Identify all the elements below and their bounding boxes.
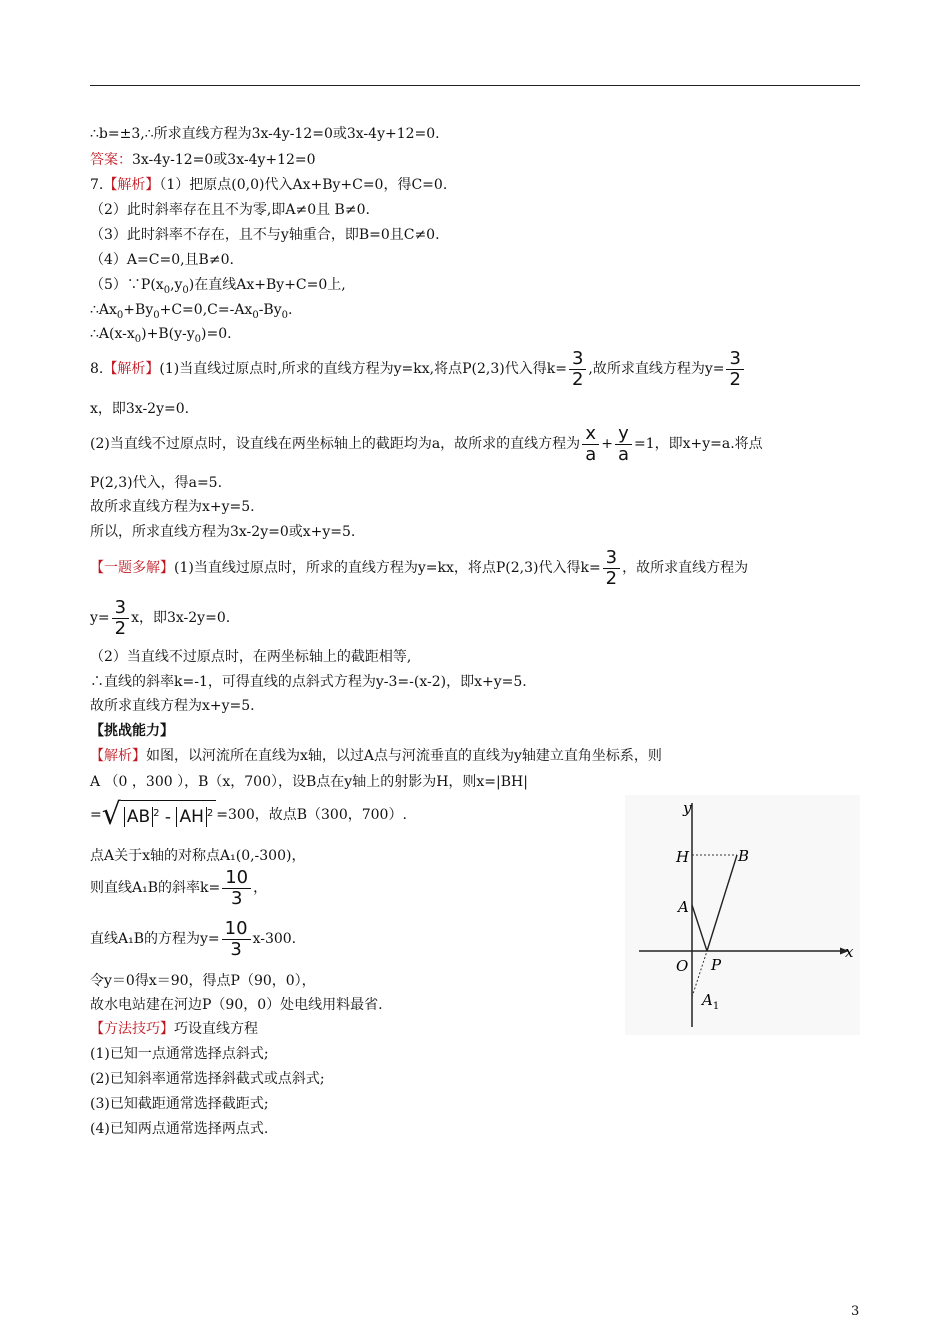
challenge-line-7: 令y＝0得x＝90，得点P（90，0）， bbox=[90, 973, 316, 989]
numerator: 3 bbox=[114, 596, 127, 618]
t: ，故所求直线方程为 bbox=[622, 560, 749, 576]
t: (1)当直线过原点时，所求的直线方程为y=kx，将点P(2,3)代入得k= bbox=[174, 560, 601, 576]
t: + bbox=[601, 436, 613, 452]
t: ,故所求直线方程为y= bbox=[588, 361, 725, 377]
label-y: y bbox=[683, 799, 692, 817]
text-line: ∴b=±3,∴所求直线方程为3x-4y-12=0或3x-4y+12=0. bbox=[90, 126, 440, 142]
t: (2)当直线不过原点时，设直线在两坐标轴上的截距均为a，故所求的直线方程为 bbox=[90, 436, 581, 452]
alt-line-3: （2）当直线不过原点时，在两坐标轴上的截距相等, bbox=[90, 649, 412, 665]
t: 如图，以河流所在直线为x轴，以过A点与河流垂直的直线为y轴建立直角坐标系，则 bbox=[146, 748, 662, 764]
t: )+B(y-y bbox=[141, 326, 195, 342]
subscript: 0 bbox=[153, 309, 160, 321]
t: -By bbox=[258, 302, 282, 318]
q7-line-4: （4）A=C=0,且B≠0. bbox=[90, 252, 234, 268]
q7-tag: 【解析】 bbox=[103, 177, 160, 193]
t: ∴Ax bbox=[90, 302, 117, 318]
t: . bbox=[288, 302, 293, 318]
alt-line-4: ∴直线的斜率k=-1，可得直线的点斜式方程为y-3=-(x-2)，即x+y=5. bbox=[90, 674, 527, 690]
subscript: 0 bbox=[182, 284, 189, 296]
fraction bbox=[222, 919, 251, 960]
label-a: A bbox=[678, 898, 689, 916]
challenge-line-2: A （0 ，300 ），B（x，700），设B点在y轴上的射影为H，则x=|BH| bbox=[90, 774, 528, 790]
numerator: 10 bbox=[225, 866, 249, 888]
numerator: 10 bbox=[224, 917, 248, 939]
label-a1-sub: 1 bbox=[712, 1001, 720, 1012]
denominator: 2 bbox=[569, 369, 586, 390]
denominator: a bbox=[615, 444, 632, 465]
t: )在直线Ax+By+C=0上, bbox=[188, 277, 346, 293]
denominator: 3 bbox=[222, 939, 251, 960]
challenge-tag: 【解析】 bbox=[90, 748, 146, 764]
q7-number: 7. bbox=[90, 177, 104, 193]
t: +By bbox=[123, 302, 154, 318]
alt-line-1 bbox=[90, 547, 748, 589]
alt-line-2 bbox=[90, 597, 230, 639]
fraction bbox=[222, 868, 251, 909]
q8-line-2: x，即3x-2y=0. bbox=[90, 401, 190, 417]
challenge-line-6 bbox=[90, 918, 296, 960]
subscript: 0 bbox=[281, 309, 289, 321]
q7-line-3: （3）此时斜率不存在，且不与y轴重合，即B=0且C≠0. bbox=[90, 227, 440, 243]
q7-line-6 bbox=[90, 301, 292, 325]
answer-text: 3x-4y-12=0或3x-4y+12=0 bbox=[132, 152, 316, 168]
label-b: B bbox=[738, 847, 750, 865]
t: x，即3x-2y=0. bbox=[131, 610, 231, 626]
challenge-line-3 bbox=[90, 797, 407, 833]
denominator: a bbox=[582, 444, 599, 465]
q7-line-7 bbox=[90, 325, 232, 349]
q7-line-5 bbox=[90, 276, 346, 300]
method-title: 巧设直线方程 bbox=[174, 1021, 258, 1037]
q8-tag: 【解析】 bbox=[103, 361, 160, 377]
q8-line-4: P(2,3)代入，得a=5. bbox=[90, 475, 223, 491]
t: = bbox=[90, 807, 102, 823]
denominator: 3 bbox=[222, 888, 251, 909]
denominator: 2 bbox=[603, 568, 620, 589]
subscript: 0 bbox=[252, 309, 259, 321]
challenge-heading: 【挑战能力】 bbox=[90, 723, 174, 739]
q8-number: 8. bbox=[90, 361, 104, 377]
q8-line-5: 故所求直线方程为x+y=5. bbox=[90, 499, 255, 515]
q8-line-3 bbox=[90, 423, 763, 465]
q7-line-2: （2）此时斜率存在且不为零,即A≠0且 B≠0. bbox=[90, 202, 370, 218]
t: 则直线A₁B的斜率k= bbox=[90, 880, 221, 896]
fraction bbox=[112, 598, 129, 639]
denominator: 2 bbox=[726, 369, 743, 390]
subscript: 0 bbox=[163, 284, 171, 296]
label-x: x bbox=[845, 943, 854, 961]
method-line bbox=[90, 1020, 258, 1038]
q7-text: （1）把原点(0,0)代入Ax+By+C=0，得C=0. bbox=[159, 177, 448, 193]
superscript: 2 bbox=[153, 807, 160, 819]
numerator: 3 bbox=[605, 546, 618, 568]
t: x-300. bbox=[252, 931, 297, 947]
q8-line-6: 所以，所求直线方程为3x-2y=0或x+y=5. bbox=[90, 524, 356, 540]
alt-line-5: 故所求直线方程为x+y=5. bbox=[90, 698, 255, 714]
fraction bbox=[603, 548, 620, 589]
abs-ah: AH bbox=[176, 807, 206, 827]
denominator: 2 bbox=[112, 618, 129, 639]
fraction bbox=[569, 349, 586, 390]
fraction bbox=[582, 424, 599, 465]
header-rule bbox=[90, 85, 860, 86]
challenge-line-5 bbox=[90, 867, 267, 909]
label-h: H bbox=[676, 848, 690, 866]
alt-tag: 【一题多解】 bbox=[90, 560, 174, 576]
numerator: y bbox=[618, 422, 629, 444]
challenge-line-4: 点A关于x轴的对称点A₁(0,-300)， bbox=[90, 848, 306, 864]
answer-line bbox=[90, 151, 316, 169]
method-tag: 【方法技巧】 bbox=[90, 1021, 174, 1037]
t: ,y bbox=[170, 277, 183, 293]
numerator: 3 bbox=[571, 347, 584, 369]
q8-line-1 bbox=[90, 348, 746, 390]
t: +C=0,C=-Ax bbox=[159, 302, 253, 318]
method-item: (3)已知截距通常选择截距式; bbox=[90, 1096, 269, 1112]
label-o: O bbox=[676, 957, 689, 975]
t: (1)当直线过原点时,所求的直线方程为y=kx,将点P(2,3)代入得k= bbox=[159, 361, 567, 377]
subscript: 0 bbox=[194, 333, 202, 345]
subscript: 0 bbox=[116, 309, 124, 321]
t: - bbox=[159, 807, 177, 828]
sqrt-expression: √ AB $^2$ - AH $^2$ bbox=[102, 797, 217, 833]
t: )=0. bbox=[201, 326, 232, 342]
abs-ab: AB bbox=[124, 807, 153, 827]
challenge-line-8: 故水电站建在河边P（90，0）处电线用料最省. bbox=[90, 997, 383, 1013]
method-item: (2)已知斜率通常选择斜截式或点斜式; bbox=[90, 1071, 325, 1087]
fraction bbox=[726, 349, 743, 390]
q7-line-1 bbox=[90, 176, 447, 194]
t: 直线A₁B的方程为y= bbox=[90, 931, 220, 947]
t: =1，即x+y=a.将点 bbox=[633, 436, 763, 452]
t: ∴A(x-x bbox=[90, 326, 135, 342]
fraction bbox=[615, 424, 632, 465]
label-p: P bbox=[711, 956, 722, 974]
t: ， bbox=[253, 880, 268, 896]
superscript: 2 bbox=[206, 807, 214, 819]
subscript: 0 bbox=[134, 333, 142, 345]
page-number: 3 bbox=[851, 1304, 860, 1319]
label-a1-main: A bbox=[702, 991, 713, 1009]
answer-label: 答案： bbox=[90, 152, 132, 168]
t: y= bbox=[90, 610, 110, 626]
figure-background bbox=[625, 795, 860, 1035]
numerator: x bbox=[585, 422, 597, 444]
t: （5）∵P(x bbox=[90, 277, 164, 293]
coordinate-figure bbox=[625, 795, 860, 1035]
numerator: 3 bbox=[729, 347, 741, 369]
challenge-line-1 bbox=[90, 747, 662, 765]
t: =300，故点B（300，700）. bbox=[216, 807, 407, 823]
method-item: (4)已知两点通常选择两点式. bbox=[90, 1121, 269, 1137]
method-item: (1)已知一点通常选择点斜式; bbox=[90, 1046, 269, 1062]
